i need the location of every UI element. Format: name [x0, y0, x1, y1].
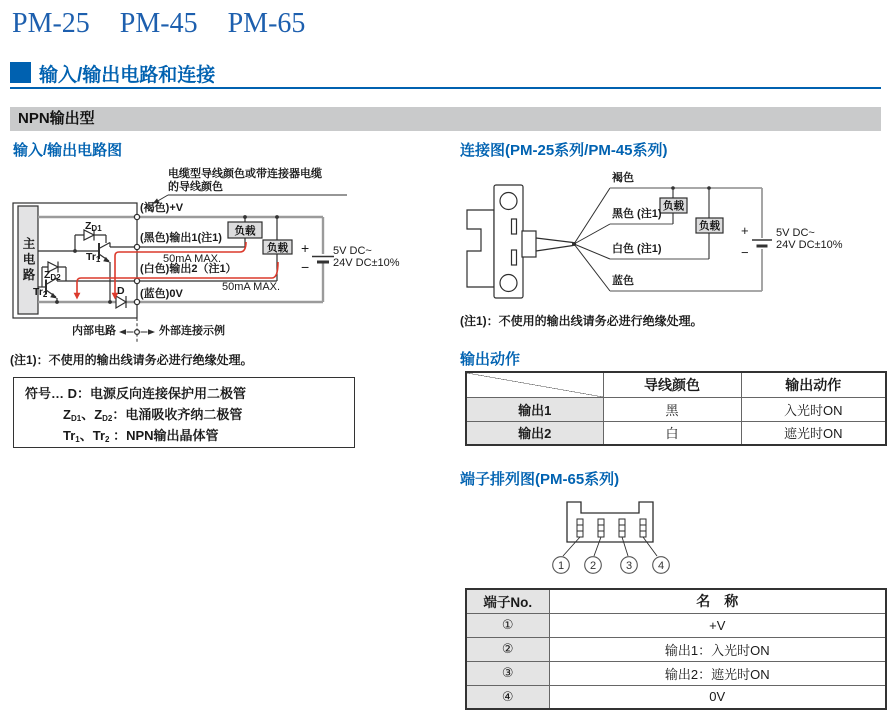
conn-battery-minus: −: [741, 245, 749, 260]
load-label-1: 负载: [234, 224, 256, 237]
load-label-2: 负载: [267, 241, 288, 254]
zd1-label: $Z_{D1}$: [85, 220, 102, 233]
output1-action: 入光时ON: [741, 397, 886, 421]
d-protection-diode: [116, 296, 126, 308]
model-pm25: PM-25: [12, 8, 90, 39]
conn-load-label-2: 负载: [699, 220, 720, 232]
terminal-connector: [553, 502, 670, 573]
section-underline: [10, 87, 881, 89]
d-diode-label: D: [117, 285, 125, 297]
terminal-no-2: ②: [466, 637, 549, 661]
conn-wire-label-black: 黑色 (注1): [612, 208, 662, 220]
wire-label-brown: (褐色)+V: [140, 202, 184, 214]
terminal-name-4: 0V: [549, 685, 886, 709]
col-header-wire-color: 导线颜色: [603, 372, 741, 397]
io-circuit-note: (注1)：不使用的输出线请务必进行绝缘处理。: [10, 353, 253, 367]
table-row: [466, 613, 886, 637]
supply-voltage-2: 24V DC±10%: [333, 257, 400, 269]
conn-battery-plus: +: [741, 223, 749, 238]
internal-circuit-label: 内部电路: [72, 325, 116, 337]
wire-label-white: (白色)输出2（注1）: [140, 263, 237, 275]
external-connection-label: 外部连接示例: [159, 325, 225, 337]
main-circuit-label: 主电路: [21, 236, 35, 284]
boundary-marker: [119, 318, 155, 344]
conn-supply-voltage-2: 24V DC±10%: [776, 239, 843, 251]
output-action-heading: 输出动作: [460, 351, 521, 368]
table-row: [466, 685, 886, 709]
pin-number-1: 1: [557, 560, 565, 572]
conn-wire-label-blue: 蓝色: [612, 275, 634, 287]
load1-box: [660, 198, 687, 213]
table-row: [466, 421, 886, 445]
terminal-name-1: +V: [549, 613, 886, 637]
zd2-label: $Z_{D2}$: [44, 269, 61, 282]
wire-label-black: (黑色)输出1(注1): [140, 232, 222, 244]
sensor-outline: [467, 185, 576, 298]
pin-number-3: 3: [625, 560, 633, 572]
section-header: 输入/输出电路和连接: [39, 65, 216, 86]
type-bar: [10, 107, 881, 131]
terminal-name-3: 输出2：遮光时ON: [549, 661, 886, 685]
legend-line-1: 符号… D：电源反向连接保护用二极管: [25, 386, 247, 401]
cable-annotation-line2: 的导线颜色: [168, 181, 223, 193]
output2-wire-color: 白: [603, 421, 741, 445]
terminal-no-3: ③: [466, 661, 549, 685]
output1-wire-color: 黑: [603, 397, 741, 421]
terminal-name-2: 输出1：入光时ON: [549, 637, 886, 661]
terminal-heading: 端子排列图(PM-65系列): [460, 471, 620, 488]
symbol-legend-box: [13, 377, 355, 448]
terminal-no-4: ④: [466, 685, 549, 709]
output2-action: 遮光时ON: [741, 421, 886, 445]
conn-load-label-1: 负载: [663, 200, 684, 212]
current-rating-2: 50mA MAX.: [222, 281, 281, 293]
page-title: [12, 8, 335, 40]
wire-label-blue: (蓝色)0V: [140, 288, 183, 300]
pin-number-2: 2: [589, 560, 597, 572]
diagonal-header-cell: [466, 372, 603, 397]
col-header-terminal-no: 端子No.: [466, 589, 549, 613]
cable-annotation-line1: 电缆型导线颜色或带连接器电缆: [168, 168, 322, 180]
conn-wire-label-brown: 褐色: [612, 172, 634, 184]
battery-plus-sign: +: [301, 240, 310, 256]
legend-line-2: $Z_{D1}$、$Z_{D2}$：电涌吸收齐纳二极管: [63, 407, 243, 423]
model-pm45: PM-45: [119, 8, 198, 39]
col-header-name: 名 称: [549, 589, 886, 613]
pin-number-circles: [553, 557, 670, 574]
output-action-table: [465, 371, 887, 446]
current-rating-1: 50mA MAX.: [163, 253, 222, 265]
tr1-transistor: [99, 243, 110, 303]
load1-box: [228, 222, 262, 238]
type-bar-label: NPN输出型: [18, 110, 95, 127]
conn-supply-voltage-1: 5V DC~: [776, 227, 815, 239]
col-header-output-action: 输出动作: [741, 372, 886, 397]
section-marker-square: [10, 62, 31, 83]
load2-box: [263, 240, 292, 254]
row-header-output2: 输出2: [466, 421, 603, 445]
legend-line-3: $Tr_1$、$Tr_2$ ：NPN输出晶体管: [63, 428, 219, 444]
io-circuit-heading: 输入/输出电路图: [13, 142, 123, 159]
load2-box: [696, 218, 723, 233]
connection-note: (注1)：不使用的输出线请务必进行绝缘处理。: [460, 314, 703, 328]
model-pm65: PM-65: [227, 8, 306, 39]
supply-voltage-1: 5V DC~: [333, 245, 372, 257]
conn-wire-label-white: 白色 (注1): [612, 243, 662, 255]
row-header-output1: 输出1: [466, 397, 603, 421]
tr1-label: $Tr_1$: [86, 251, 101, 264]
terminal-no-1: ①: [466, 613, 549, 637]
pin-number-4: 4: [657, 560, 665, 572]
tr2-label: $Tr_2$: [33, 286, 48, 299]
wire-fan: [574, 188, 610, 291]
table-row: [466, 661, 886, 685]
connection-heading: 连接图(PM-25系列/PM-45系列): [460, 142, 668, 159]
terminal-table: [465, 588, 887, 710]
battery-minus-sign: −: [301, 259, 310, 275]
table-row: [466, 637, 886, 661]
pin-numbers: [558, 560, 664, 572]
table-row: [466, 397, 886, 421]
